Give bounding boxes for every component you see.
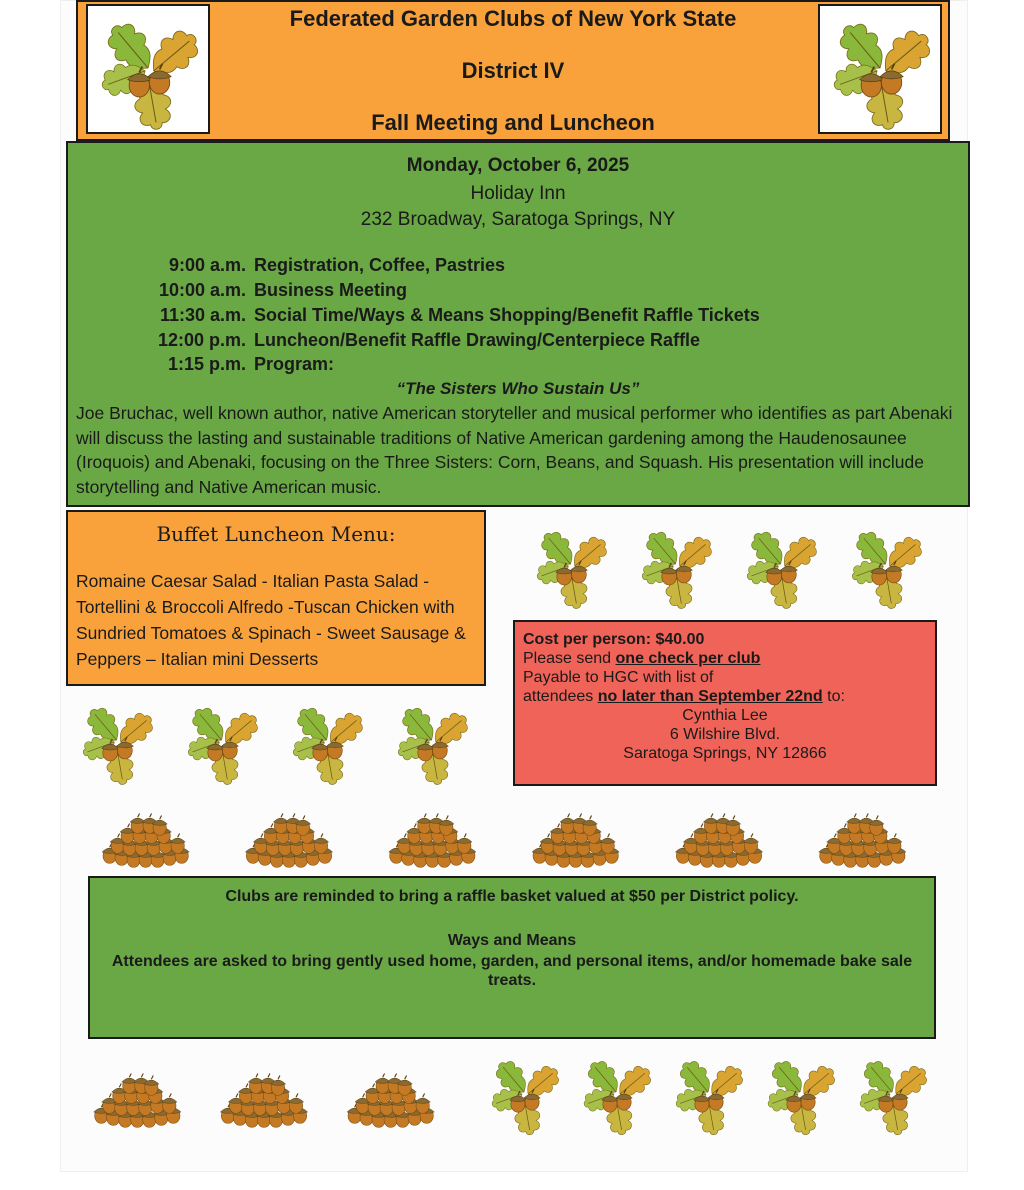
program-description: Joe Bruchac, well known author, native American storyteller and musical performer who identifies as part Abenaki will discuss the lasting and sustainable traditions of Native American gardening among the Haudenosaunee (Iroquois) and Abenaki, focusing on the Three Sisters: Corn, Beans, and Squash. His presentation will include storytelling and Native American music. xyxy=(76,403,953,497)
oak-leaf-acorn-icon xyxy=(489,1055,565,1136)
menu-heading: Buffet Luncheon Menu: xyxy=(156,522,396,546)
schedule-time: 9:00 a.m. xyxy=(168,255,246,275)
oak-leaf-acorn-icon xyxy=(581,1055,657,1136)
schedule-time: 10:00 a.m. xyxy=(158,280,246,300)
mail-name: Cynthia Lee xyxy=(682,707,768,724)
raffle-reminder: Clubs are reminded to bring a raffle basket valued at $50 per District policy. xyxy=(225,888,799,905)
luncheon-menu-panel xyxy=(66,510,486,686)
cost-text: attendees xyxy=(523,688,598,705)
schedule-time: 12:00 p.m. xyxy=(157,330,246,350)
event-date: Monday, October 6, 2025 xyxy=(406,155,630,176)
schedule-activity: Program: xyxy=(254,354,335,374)
acorn-pile-icon xyxy=(94,1073,181,1127)
oak-leaf-acorn-icon xyxy=(639,526,718,611)
cost-emphasis: one check per club xyxy=(615,650,761,667)
oak-leaf-acorn-icon xyxy=(829,16,938,133)
schedule-activity: Registration, Coffee, Pastries xyxy=(254,255,506,275)
schedule-time: 1:15 p.m. xyxy=(167,354,246,374)
oak-leaf-acorn-icon xyxy=(290,702,369,787)
district-title: District IV xyxy=(461,58,565,83)
acorn-pile-icon xyxy=(220,1073,307,1127)
schedule-activity: Social Time/Ways & Means Shopping/Benefit Raffle Tickets xyxy=(254,305,760,325)
oak-leaf-acorn-icon xyxy=(765,1055,841,1136)
acorn-pile-icon xyxy=(245,813,332,867)
acorn-pile-icon xyxy=(347,1073,434,1127)
acorn-pile-icon xyxy=(532,813,619,867)
ways-means-text: Attendees are asked to bring gently used home, garden, and personal items, and/or homemade bake sale treats. xyxy=(111,953,913,989)
acorn-pile-icon xyxy=(819,813,906,867)
ways-means-heading: Ways and Means xyxy=(447,932,577,949)
cost-deadline xyxy=(523,687,927,706)
event-details-panel xyxy=(66,141,970,507)
cost-payable: Payable to HGC with list of xyxy=(523,669,714,686)
cost-emphasis: no later than September 22nd xyxy=(597,688,823,705)
oak-leaf-acorn-icon xyxy=(395,702,474,787)
oak-leaf-acorn-icon xyxy=(744,526,823,611)
oak-leaf-acorn-icon xyxy=(673,1055,749,1136)
oak-leaf-acorn-row xyxy=(64,690,484,790)
acorn-pile-row xyxy=(76,1060,456,1140)
oak-leaf-acorn-icon xyxy=(849,526,928,611)
acorn-pile-icon xyxy=(102,813,189,867)
oak-leaf-acorn-row xyxy=(518,514,938,614)
program-title: “The Sisters Who Sustain Us” xyxy=(396,379,640,398)
schedule-time: 11:30 a.m. xyxy=(159,305,246,325)
acorn-pile-icon xyxy=(675,813,762,867)
acorn-pile-icon xyxy=(389,813,476,867)
mail-street: 6 Wilshire Blvd. xyxy=(669,726,781,743)
cost-panel xyxy=(513,620,937,786)
oak-leaf-acorn-icon xyxy=(857,1055,933,1136)
org-title: Federated Garden Clubs of New York State xyxy=(289,6,737,31)
oak-leaf-acorn-icon xyxy=(80,702,159,787)
acorn-pile-row xyxy=(76,800,936,880)
mail-city: Saratoga Springs, NY 12866 xyxy=(623,745,827,762)
oak-leaf-acorn-icon xyxy=(534,526,613,611)
event-title: Fall Meeting and Luncheon xyxy=(371,110,655,135)
event-venue: Holiday Inn xyxy=(470,183,566,204)
header-leaf-frame-right xyxy=(818,4,942,134)
cost-instruction xyxy=(523,649,927,668)
oak-leaf-acorn-row xyxy=(478,1044,938,1140)
cost-per-person: Cost per person: $40.00 xyxy=(523,631,705,648)
cost-text: to: xyxy=(822,688,845,705)
oak-leaf-acorn-icon xyxy=(185,702,264,787)
schedule-activity: Business Meeting xyxy=(254,280,408,300)
schedule-activity: Luncheon/Benefit Raffle Drawing/Centerpiece Raffle xyxy=(254,330,701,350)
event-address: 232 Broadway, Saratoga Springs, NY xyxy=(360,209,676,230)
oak-leaf-acorn-icon xyxy=(820,6,940,132)
menu-items: Romaine Caesar Salad - Italian Pasta Salad - Tortellini & Broccoli Alfredo -Tuscan Chicken with Sundried Tomatoes & Spinach - Sweet Sausage & Peppers – Italian mini Desserts xyxy=(76,571,466,669)
cost-text: Please send xyxy=(523,650,616,667)
reminder-panel xyxy=(88,876,936,1039)
header-banner xyxy=(76,0,950,141)
